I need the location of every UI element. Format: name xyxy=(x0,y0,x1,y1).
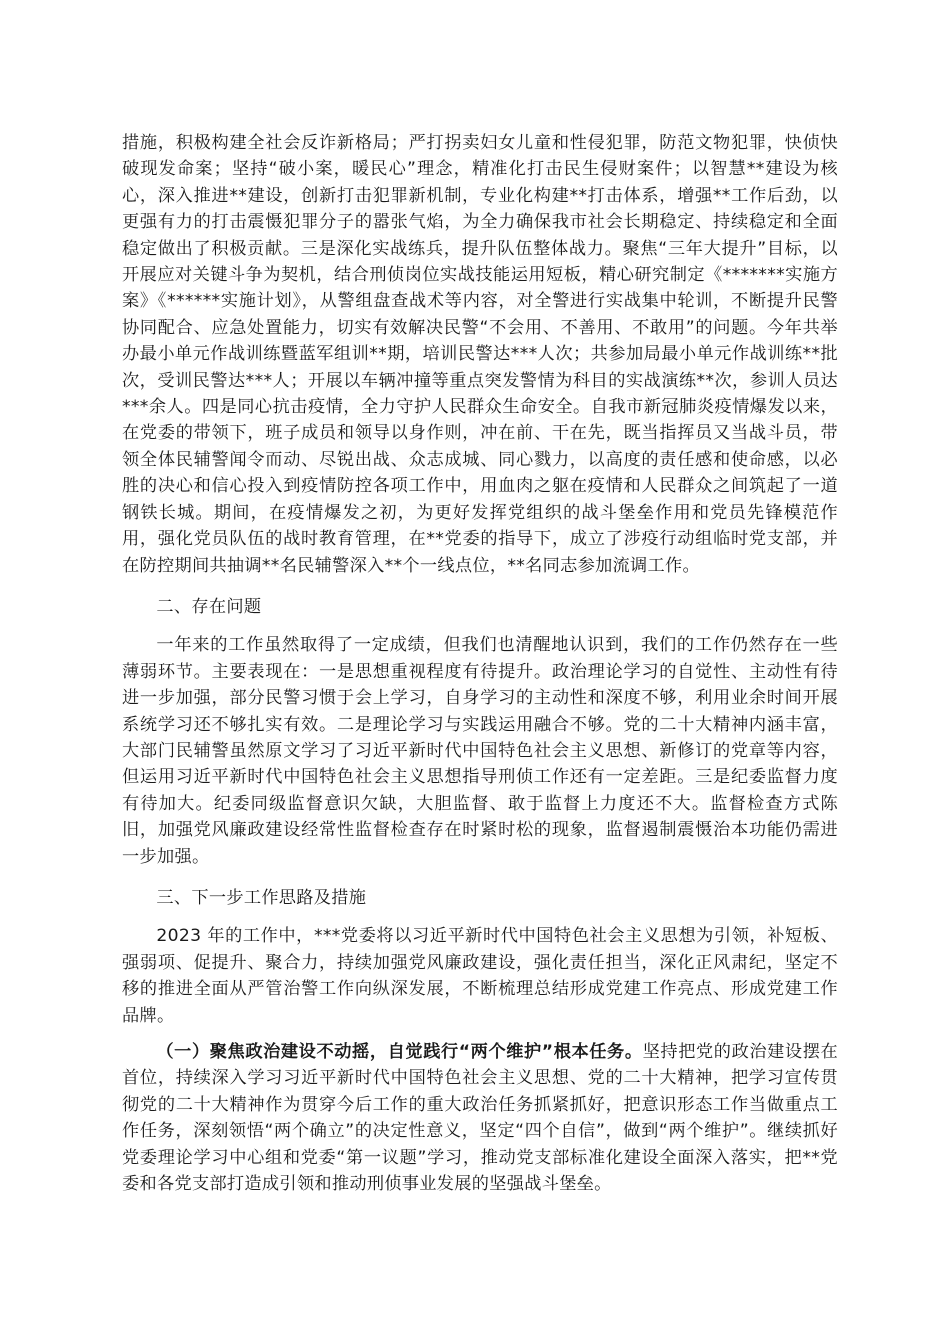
subsection-lead-bold: （一）聚焦政治建设不动摇，自觉践行“两个维护”根本任务。 xyxy=(156,1042,643,1062)
paragraph-continued: 措施，积极构建全社会反诈新格局；严打拐卖妇女儿童和性侵犯罪，防范文物犯罪，快侦快破现发命案；坚持“破小案，暖民心”理念，精准化打击民生侵财案件；以智慧**建设为核心，深入推进**建设，创新打击犯罪新机制，专业化构建**打击体系，增强**工作后劲，以更强有力的打击震慑犯罪分子的嚣张气焰，为全力确保我市社会长期稳定、持续稳定和全面稳定做出了积极贡献。三是深化实战练兵，提升队伍整体战力。聚焦“三年大提升”目标，以开展应对关键斗争为契机，结合刑侦岗位实战技能运用短板，精心研究制定《*******实施方案》《******实施计划》，从警组盘查战术等内容，对全警进行实战集中轮训，不断提升民警协同配合、应急处置能力，切实有效解决民警“不会用、不善用、不敢用”的问题。今年共举办最小单元作战训练暨蓝军组训**期，培训民警达***人次；共参加局最小单元作战训练**批次，受训民警达***人；开展以车辆冲撞等重点突发警情为科目的实战演练**次，参训人员达***余人。四是同心抗击疫情，全力守护人民群众生命安全。自我市新冠肺炎疫情爆发以来，在党委的带领下，班子成员和领导以身作则，冲在前、干在先，既当指挥员又当战斗员，带领全体民辅警闻令而动、尽锐出战、众志成城、同心戮力，以高度的责任感和使命感，以必胜的决心和信心投入到疫情防控各项工作中，用血肉之躯在疫情和人民群众之间筑起了一道钢铁长城。期间，在疫情爆发之初，为更好发挥党组织的战斗堡垒作用和党员先锋模范作用，强化党员队伍的战时教育管理，在**党委的指导下，成立了涉疫行动组临时党支部，并在防控期间共抽调**名民辅警深入**个一线点位，**名同志参加流调工作。 xyxy=(122,133,838,576)
paragraph-political-building xyxy=(122,1039,838,1197)
subsection-body: 坚持把党的政治建设摆在首位，持续深入学习习近平新时代中国特色社会主义思想、党的二十大精神，把学习宣传贯彻党的二十大精神作为贯穿今后工作的重大政治任务抓紧抓好，把意识形态工作当做重点工作任务，深刻领悟“两个确立”的决定性意义，坚定“四个自信”，做到“两个维护”。继续抓好党委理论学习中心组和党委“第一议题”学习，推动党支部标准化建设全面深入落实，把**党委和各党支部打造成引领和推动刑侦事业发展的坚强战斗堡垒。 xyxy=(122,1042,838,1195)
paragraph-2023-plan: 2023 年的工作中，***党委将以习近平新时代中国特色社会主义思想为引领，补短板、强弱项、促提升、聚合力，持续加强党风廉政建设，强化责任担当，深化正风肃纪，坚定不移的推进全面从严管治警工作向纵深发展，不断梳理总结形成党建工作亮点、形成党建工作品牌。 xyxy=(122,926,838,1026)
section-heading-next-steps: 三、下一步工作思路及措施 xyxy=(156,887,367,908)
paragraph-problems: 一年来的工作虽然取得了一定成绩，但我们也清醒地认识到，我们的工作仍然存在一些薄弱环节。主要表现在：一是思想重视程度有待提升。政治理论学习的自觉性、主动性有待进一步加强，部分民警习惯于会上学习，自身学习的主动性和深度不够，利用业余时间开展系统学习还不够扎实有效。二是理论学习与实践运用融合不够。党的二十大精神内涵丰富，大部门民辅警虽然原文学习了习近平新时代中国特色社会主义思想、新修订的党章等内容，但运用习近平新时代中国特色社会主义思想指导刑侦工作还有一定差距。三是纪委监督力度有待加大。纪委同级监督意识欠缺，大胆监督、敢于监督上力度还不大。监督检查方式陈旧，加强党风廉政建设经常性监督检查存在时紧时松的现象，监督遏制震慑治本功能仍需进一步加强。 xyxy=(122,635,838,867)
document-page xyxy=(122,130,838,1197)
section-heading-problems: 二、存在问题 xyxy=(156,596,262,617)
